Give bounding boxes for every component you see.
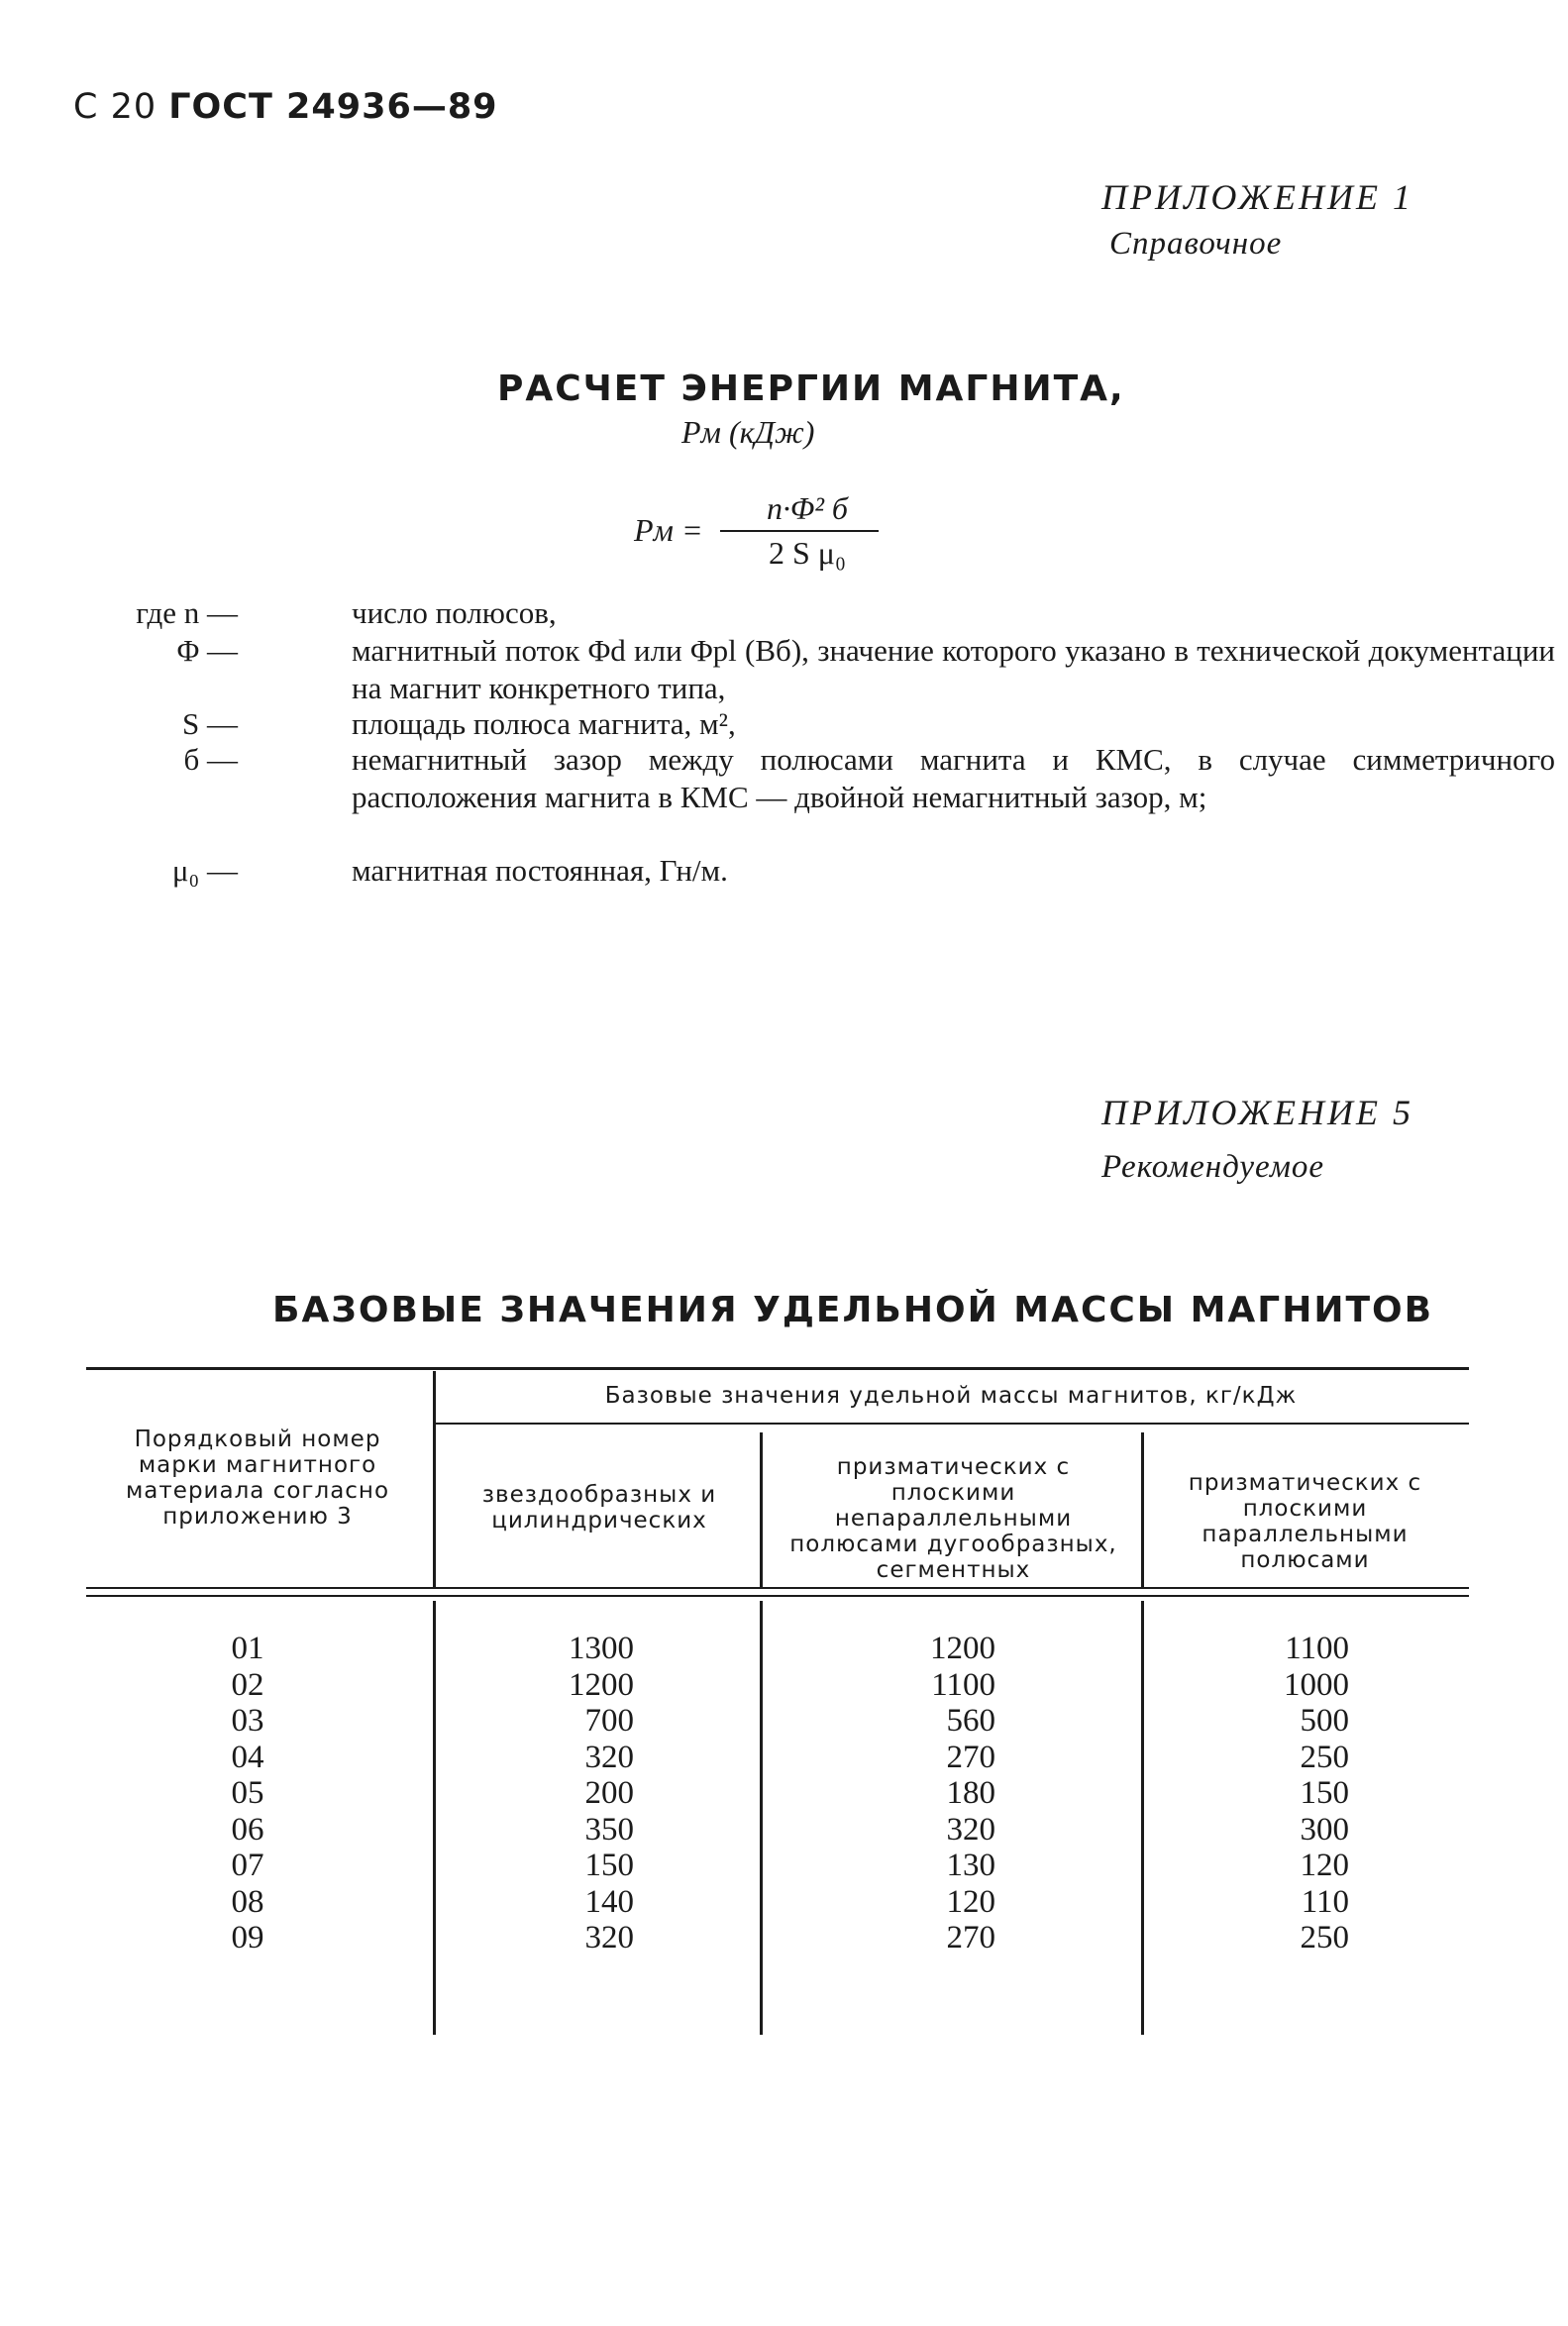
- column-values-2: [896, 1631, 995, 1956]
- table-column-divider: [433, 1371, 436, 1587]
- table-cell: 350: [584, 1811, 634, 1848]
- table-cell: 180: [946, 1775, 995, 1811]
- legend-item: [99, 632, 1555, 705]
- table-cell: 1100: [931, 1666, 995, 1703]
- group-header-cell: Базовые значения удельной массы магнитов, кг/кДж: [604, 1383, 1298, 1409]
- table-header-rule: [86, 1595, 1469, 1597]
- table-cell: 1300: [569, 1631, 634, 1666]
- table-header-rule: [86, 1587, 1469, 1589]
- table-column-divider: [760, 1601, 763, 2035]
- legend-symbol: где n —: [136, 595, 238, 630]
- table-cell: 200: [584, 1775, 634, 1811]
- table-cell: 250: [1300, 1739, 1349, 1775]
- section-2-heading: БАЗОВЫЕ ЗНАЧЕНИЯ УДЕЛЬНОЙ МАССЫ МАГНИТОВ: [272, 1290, 1434, 1330]
- legend-symbol: б —: [183, 742, 238, 777]
- table-cell: 09: [231, 1920, 264, 1956]
- legend-text: площадь полюса магнита, м²,: [352, 706, 736, 741]
- table-cell: 01: [231, 1631, 264, 1666]
- table-cell: 250: [1300, 1920, 1349, 1956]
- table-cell: 110: [1301, 1883, 1349, 1920]
- table-cell: 270: [946, 1739, 995, 1775]
- table-cell: 140: [584, 1883, 634, 1920]
- column-ids: [198, 1631, 297, 1956]
- table-column-divider: [1141, 1601, 1144, 2035]
- table-cell: 270: [946, 1920, 995, 1956]
- column-values-3: [1250, 1631, 1349, 1956]
- table-cell: 1200: [930, 1631, 995, 1666]
- table-cell: 300: [1300, 1811, 1349, 1848]
- legend-text: магнитный поток Φd или Φpl (Вб), значение которого указано в технической документации на магнит конкретного типа,: [352, 633, 1555, 705]
- table-column-divider: [760, 1432, 763, 1587]
- standard-number: ГОСТ 24936—89: [168, 87, 498, 127]
- table-cell: 05: [231, 1775, 264, 1811]
- legend-symbol: Φ —: [176, 633, 238, 668]
- section-1-heading: РАСЧЕТ ЭНЕРГИИ МАГНИТА,: [497, 369, 1125, 409]
- formula-lhs: Pм =: [634, 512, 703, 548]
- legend-item: [99, 705, 736, 743]
- table-cell: 120: [946, 1883, 995, 1920]
- table-cell: 1200: [569, 1666, 634, 1703]
- column-header-cell: призматических с плоскими параллельными полюсами: [1188, 1470, 1422, 1573]
- table-top-rule: [86, 1367, 1469, 1370]
- appendix-1-title: ПРИЛОЖЕНИЕ 1: [1101, 177, 1413, 217]
- table-cell: 08: [231, 1883, 264, 1920]
- legend-symbol: μ₀ —: [171, 853, 238, 888]
- section-1-subheading: Pм (кДж): [681, 414, 815, 450]
- formula-numerator: n·Φ² б: [766, 490, 849, 526]
- table-column-divider: [1141, 1432, 1144, 1587]
- table-cell: 320: [584, 1920, 634, 1956]
- table-cell: 03: [231, 1703, 264, 1739]
- page-header: [73, 87, 498, 127]
- table-cell: 02: [231, 1666, 264, 1703]
- table-cell: 320: [584, 1739, 634, 1775]
- legend-symbol: S —: [182, 706, 238, 741]
- table-cell: 120: [1300, 1848, 1349, 1883]
- table-cell: 130: [946, 1848, 995, 1883]
- table-group-rule: [436, 1423, 1469, 1425]
- column-header-cell: призматических с плоскими непараллельными полюсами дугообразных, сегментных: [789, 1454, 1117, 1583]
- table-cell: 1000: [1284, 1666, 1349, 1703]
- table-cell: 04: [231, 1739, 264, 1775]
- legend-text: магнитная постоянная, Гн/м.: [352, 853, 728, 888]
- legend-item: [99, 741, 1555, 814]
- table-cell: 1100: [1285, 1631, 1349, 1666]
- page-number: С 20: [73, 87, 157, 127]
- table-cell: 07: [231, 1848, 264, 1883]
- appendix-1-status: Справочное: [1109, 226, 1283, 262]
- appendix-5-title: ПРИЛОЖЕНИЕ 5: [1101, 1093, 1413, 1132]
- legend-item: [99, 852, 728, 890]
- legend-item: [99, 594, 557, 632]
- legend-text: немагнитный зазор между полюсами магнита и КМС, в случае симметричного расположения магнита в КМС — двойной немагнитный зазор, м;: [352, 742, 1555, 814]
- column-header-cell: звездообразных и цилиндрических: [481, 1482, 717, 1533]
- table-cell: 700: [584, 1703, 634, 1739]
- table-cell: 150: [1300, 1775, 1349, 1811]
- legend-text: число полюсов,: [352, 595, 557, 630]
- table-cell: 560: [946, 1703, 995, 1739]
- row-header-cell: Порядковый номер марки магнитного материала согласно приложению 3: [125, 1427, 390, 1530]
- table-column-divider: [433, 1601, 436, 2035]
- table-cell: 150: [584, 1848, 634, 1883]
- table-cell: 06: [231, 1811, 264, 1848]
- table-cell: 500: [1300, 1703, 1349, 1739]
- column-values-1: [535, 1631, 634, 1956]
- formula-fraction-bar: [720, 530, 879, 532]
- appendix-5-status: Рекомендуемое: [1101, 1149, 1325, 1185]
- table-cell: 320: [946, 1811, 995, 1848]
- formula-denominator: 2 S μ₀: [768, 535, 847, 571]
